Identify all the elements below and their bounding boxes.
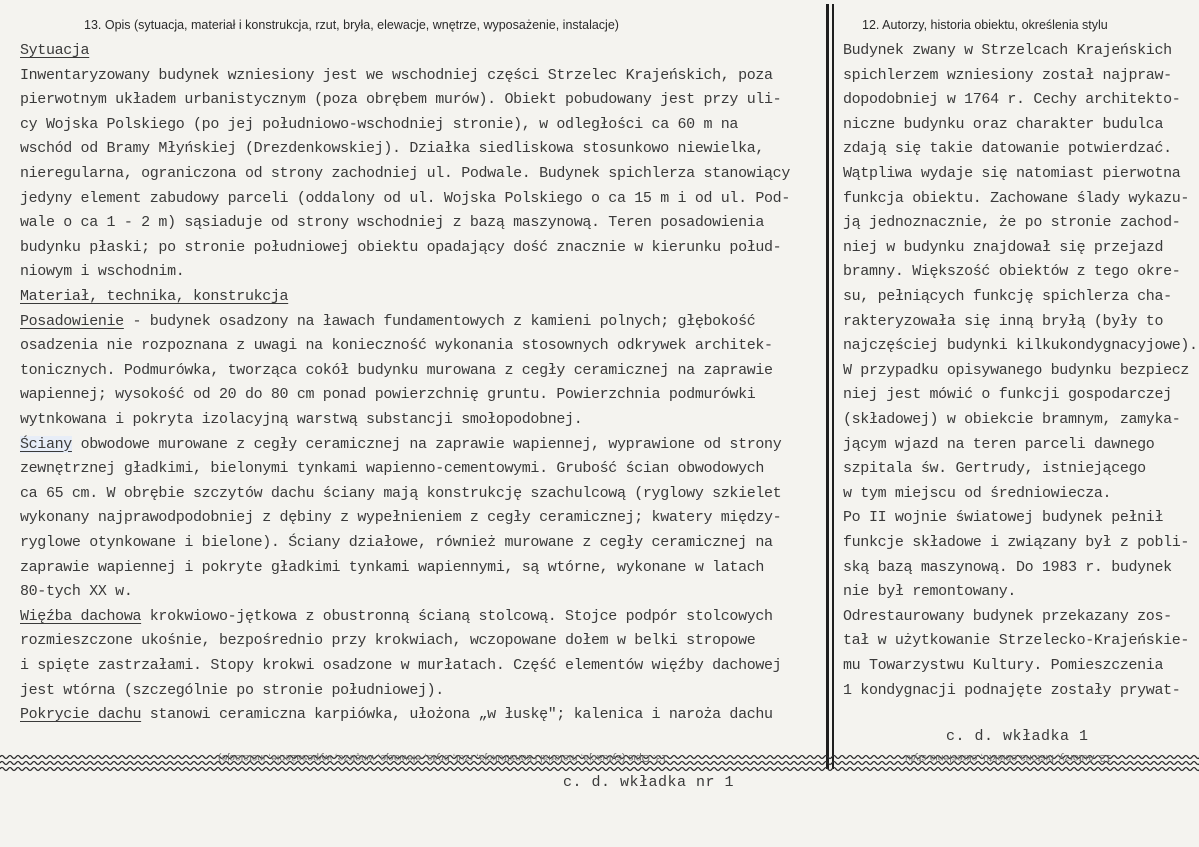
- history-line: Odrestaurowany budynek przekazany zos-: [843, 607, 1172, 625]
- history-line: bramny. Większość obiektów z tego okre-: [843, 263, 1181, 281]
- description-line: [20, 137, 764, 161]
- history-line: najczęściej budynki kilkukondygnacyjowe).: [843, 337, 1198, 355]
- history-line: niej jest mówić o funkcji gospodarczej: [843, 386, 1172, 404]
- history-line: nie był remontowany.: [843, 583, 1017, 601]
- description-line: [20, 113, 738, 137]
- line-text: wale o ca 1 - 2 m) sąsiaduje od strony wschodniej z bazą maszynową. Teren posadowienia: [20, 214, 765, 232]
- history-line: zdają się takie datowanie potwierdzać.: [843, 140, 1172, 158]
- line-text: krokwiowo-jętkowa z obustronną ścianą stolcową. Stojce podpór stolcowych: [141, 607, 773, 625]
- line-text: ryglowe otynkowane i bielone). Ściany działowe, również murowane z cegły ceramicznej na: [20, 534, 773, 551]
- description-line: [20, 654, 781, 678]
- history-line: spichlerzem wzniesiony został najpraw-: [843, 66, 1172, 84]
- history-line: Po II wojnie światowej budynek pełnił: [843, 509, 1164, 527]
- line-text: tonicznych. Podmurówka, tworząca cokół budynku murowana z cegły ceramicznej na zaprawie: [20, 361, 773, 379]
- description-line: [20, 383, 755, 407]
- description-line: [20, 679, 444, 703]
- history-line: jącym wjazd na teren parceli dawnego: [843, 435, 1155, 453]
- history-line: niczne budynku oraz charakter budulca: [843, 115, 1164, 133]
- description-line: [20, 236, 781, 260]
- left-header: 13. Opis (sytuacja, materiał i konstrukcja, rzut, bryła, elewacje, wnętrze, wyposażenie, instalacje): [84, 18, 619, 32]
- description-line: [20, 482, 781, 506]
- history-column: [843, 39, 1198, 711]
- history-line: funkcja obiektu. Zachowane ślady wykazu-: [843, 189, 1190, 207]
- line-text: wytnkowana i pokryta izolacyjną warstwą substancji smołopodobnej.: [20, 411, 583, 428]
- description-line: [20, 285, 288, 309]
- description-line: [20, 703, 773, 727]
- description-line: [20, 211, 764, 235]
- line-text: wykonany najprawodpodobniej z dębiny z wypełnieniem z cegły ceramicznej; kwatery między-: [20, 509, 782, 527]
- line-text: i spięte zastrzałami. Stopy krokwi osadzone w murłatach. Część elementów więźby dachowej: [20, 657, 782, 674]
- description-line: [20, 64, 773, 88]
- description-line: [20, 162, 790, 186]
- line-text: cy Wojska Polskiego (po jej południowo-wschodniej stronie), w odległości ca 60 m na: [20, 115, 739, 133]
- line-text: zaprawie wapiennej i pokryte gładkimi tynkami wapiennymi, są wtórne, wykonane w latach: [20, 558, 765, 576]
- line-text: osadzenia nie rozpoznana z uwagi na konieczność wykonania stosownych odkrywek architek-: [20, 337, 773, 355]
- history-line: rakteryzowała się inną bryłą (były to: [843, 312, 1164, 330]
- history-line: dopodobniej w 1764 r. Cechy architekto-: [843, 91, 1181, 109]
- description-line: [20, 88, 781, 112]
- history-line: niej w budynku znajdował się przejazd: [843, 238, 1164, 256]
- column-divider-left: [826, 4, 829, 769]
- description-line: [20, 605, 773, 629]
- section-heading: Więźba dachowa: [20, 607, 142, 625]
- history-line: szpitala św. Gertrudy, istniejącego: [843, 460, 1146, 478]
- history-line: Wątpliwa wydaje się natomiast pierwotna: [843, 165, 1181, 182]
- line-text: jedyny element zabudowy parceli (oddalony od ul. Wojska Polskiego o ca 15 m i od ul. Pod-: [20, 189, 790, 207]
- line-text: wschód od Bramy Młyńskiej (Drezdenkowskiej). Działka siedliskowa stosunkowo niewielka,: [20, 140, 765, 158]
- right-header: 12. Autorzy, historia obiektu, określenia stylu: [862, 18, 1108, 32]
- line-text: - budynek osadzony na ławach fundamentowych z kamieni polnych; głębokość: [123, 312, 756, 330]
- history-line: W przypadku opisywanego budynku bezpiecz: [843, 361, 1190, 379]
- history-line: su, pełniących funkcję spichlerza cha-: [843, 288, 1172, 305]
- history-line: (składowej) w obiekcie bramnym, zamyka-: [843, 411, 1181, 428]
- section-heading: Ściany: [20, 435, 72, 453]
- line-text: nieregularna, ograniczona od strony zachodniej ul. Podwale. Budynek spichlerza stanowiący: [20, 165, 790, 182]
- description-line: [20, 506, 781, 530]
- section-heading: Materiał, technika, konstrukcja: [20, 288, 289, 305]
- mirrored-left-header: 13. Opis (sytuacja, materiał i konstrukcja, rzut, bryła, elewacje, wnętrze, wyposażenie, instalacje): [218, 752, 668, 764]
- line-text: obwodowe murowane z cegły ceramicznej na zaprawie wapiennej, wyprawione od strony: [71, 435, 782, 453]
- history-line: w tym miejscu od średniowiecza.: [843, 484, 1112, 502]
- description-line: [20, 457, 764, 481]
- line-text: stanowi ceramiczna karpiówka, ułożona „w łuskę"; kalenica i naroża dachu: [141, 706, 773, 724]
- history-line: mu Towarzystwu Kultury. Pomieszczenia: [843, 657, 1164, 674]
- line-text: zewnętrznej gładkimi, bielonymi tynkami wapienno-cementowymi. Grubość ścian obwodowych: [20, 460, 765, 478]
- description-line: [20, 531, 773, 555]
- section-heading: Posadowienie: [20, 312, 124, 330]
- description-line: [20, 629, 755, 653]
- column-divider-right: [832, 4, 834, 769]
- line-text: niowym i wschodnim.: [20, 263, 185, 281]
- line-text: jest wtórna (szczególnie po stronie południowej).: [20, 681, 444, 699]
- left-continuation-note: c. d. wkładka nr 1: [563, 774, 735, 791]
- description-line: [20, 310, 755, 334]
- history-line: tał w użytkowanie Strzelecko-Krajeńskie-: [843, 632, 1190, 650]
- line-text: Inwentaryzowany budynek wzniesiony jest we wschodniej części Strzelec Krajeńskich, poza: [20, 66, 773, 84]
- history-line: ją jednoznacznie, że po stronie zachod-: [843, 214, 1181, 232]
- history-line: funkcje składowe i związany był z pobli-: [843, 534, 1190, 551]
- line-text: wapiennej; wysokość od 20 do 80 cm ponad powierzchnię gruntu. Powierzchnia podmurówki: [20, 386, 756, 404]
- section-heading: Pokrycie dachu: [20, 706, 142, 724]
- description-line: [20, 187, 790, 211]
- line-text: 80-tych XX w.: [20, 583, 133, 601]
- line-text: pierwotnym układem urbanistycznym (poza obrębem murów). Obiekt pobudowany jest przy uli-: [20, 91, 782, 109]
- history-line: 1 kondygnacji podnajęte zostały prywat-: [843, 681, 1181, 699]
- description-line: [20, 556, 764, 580]
- line-text: ca 65 cm. W obrębie szczytów dachu ściany mają konstrukcję szachulcową (ryglowy szkielet: [20, 484, 782, 502]
- description-line: [20, 359, 773, 383]
- description-line: [20, 39, 89, 63]
- description-column: [20, 39, 824, 751]
- history-line: Budynek zwany w Strzelcach Krajeńskich: [843, 42, 1172, 59]
- right-continuation-note: c. d. wkładka 1: [946, 728, 1089, 745]
- line-text: rozmieszczone ukośnie, bezpośrednio przy krokwiach, wczopowane dołem w belki stropowe: [20, 632, 756, 650]
- description-line: [20, 334, 773, 358]
- history-line: ską bazą maszynową. Do 1983 r. budynek: [843, 558, 1172, 576]
- description-line: [20, 433, 781, 457]
- description-line: [20, 260, 184, 284]
- description-line: [20, 580, 132, 604]
- section-heading: Sytuacja: [20, 42, 90, 59]
- description-line: [20, 408, 582, 432]
- mirrored-right-header: 12. Autorzy, historia obiektu, określenia stylu: [905, 752, 1112, 764]
- line-text: budynku płaski; po stronie południowej obiektu opadający dość znacznie w kierunku połud-: [20, 238, 782, 256]
